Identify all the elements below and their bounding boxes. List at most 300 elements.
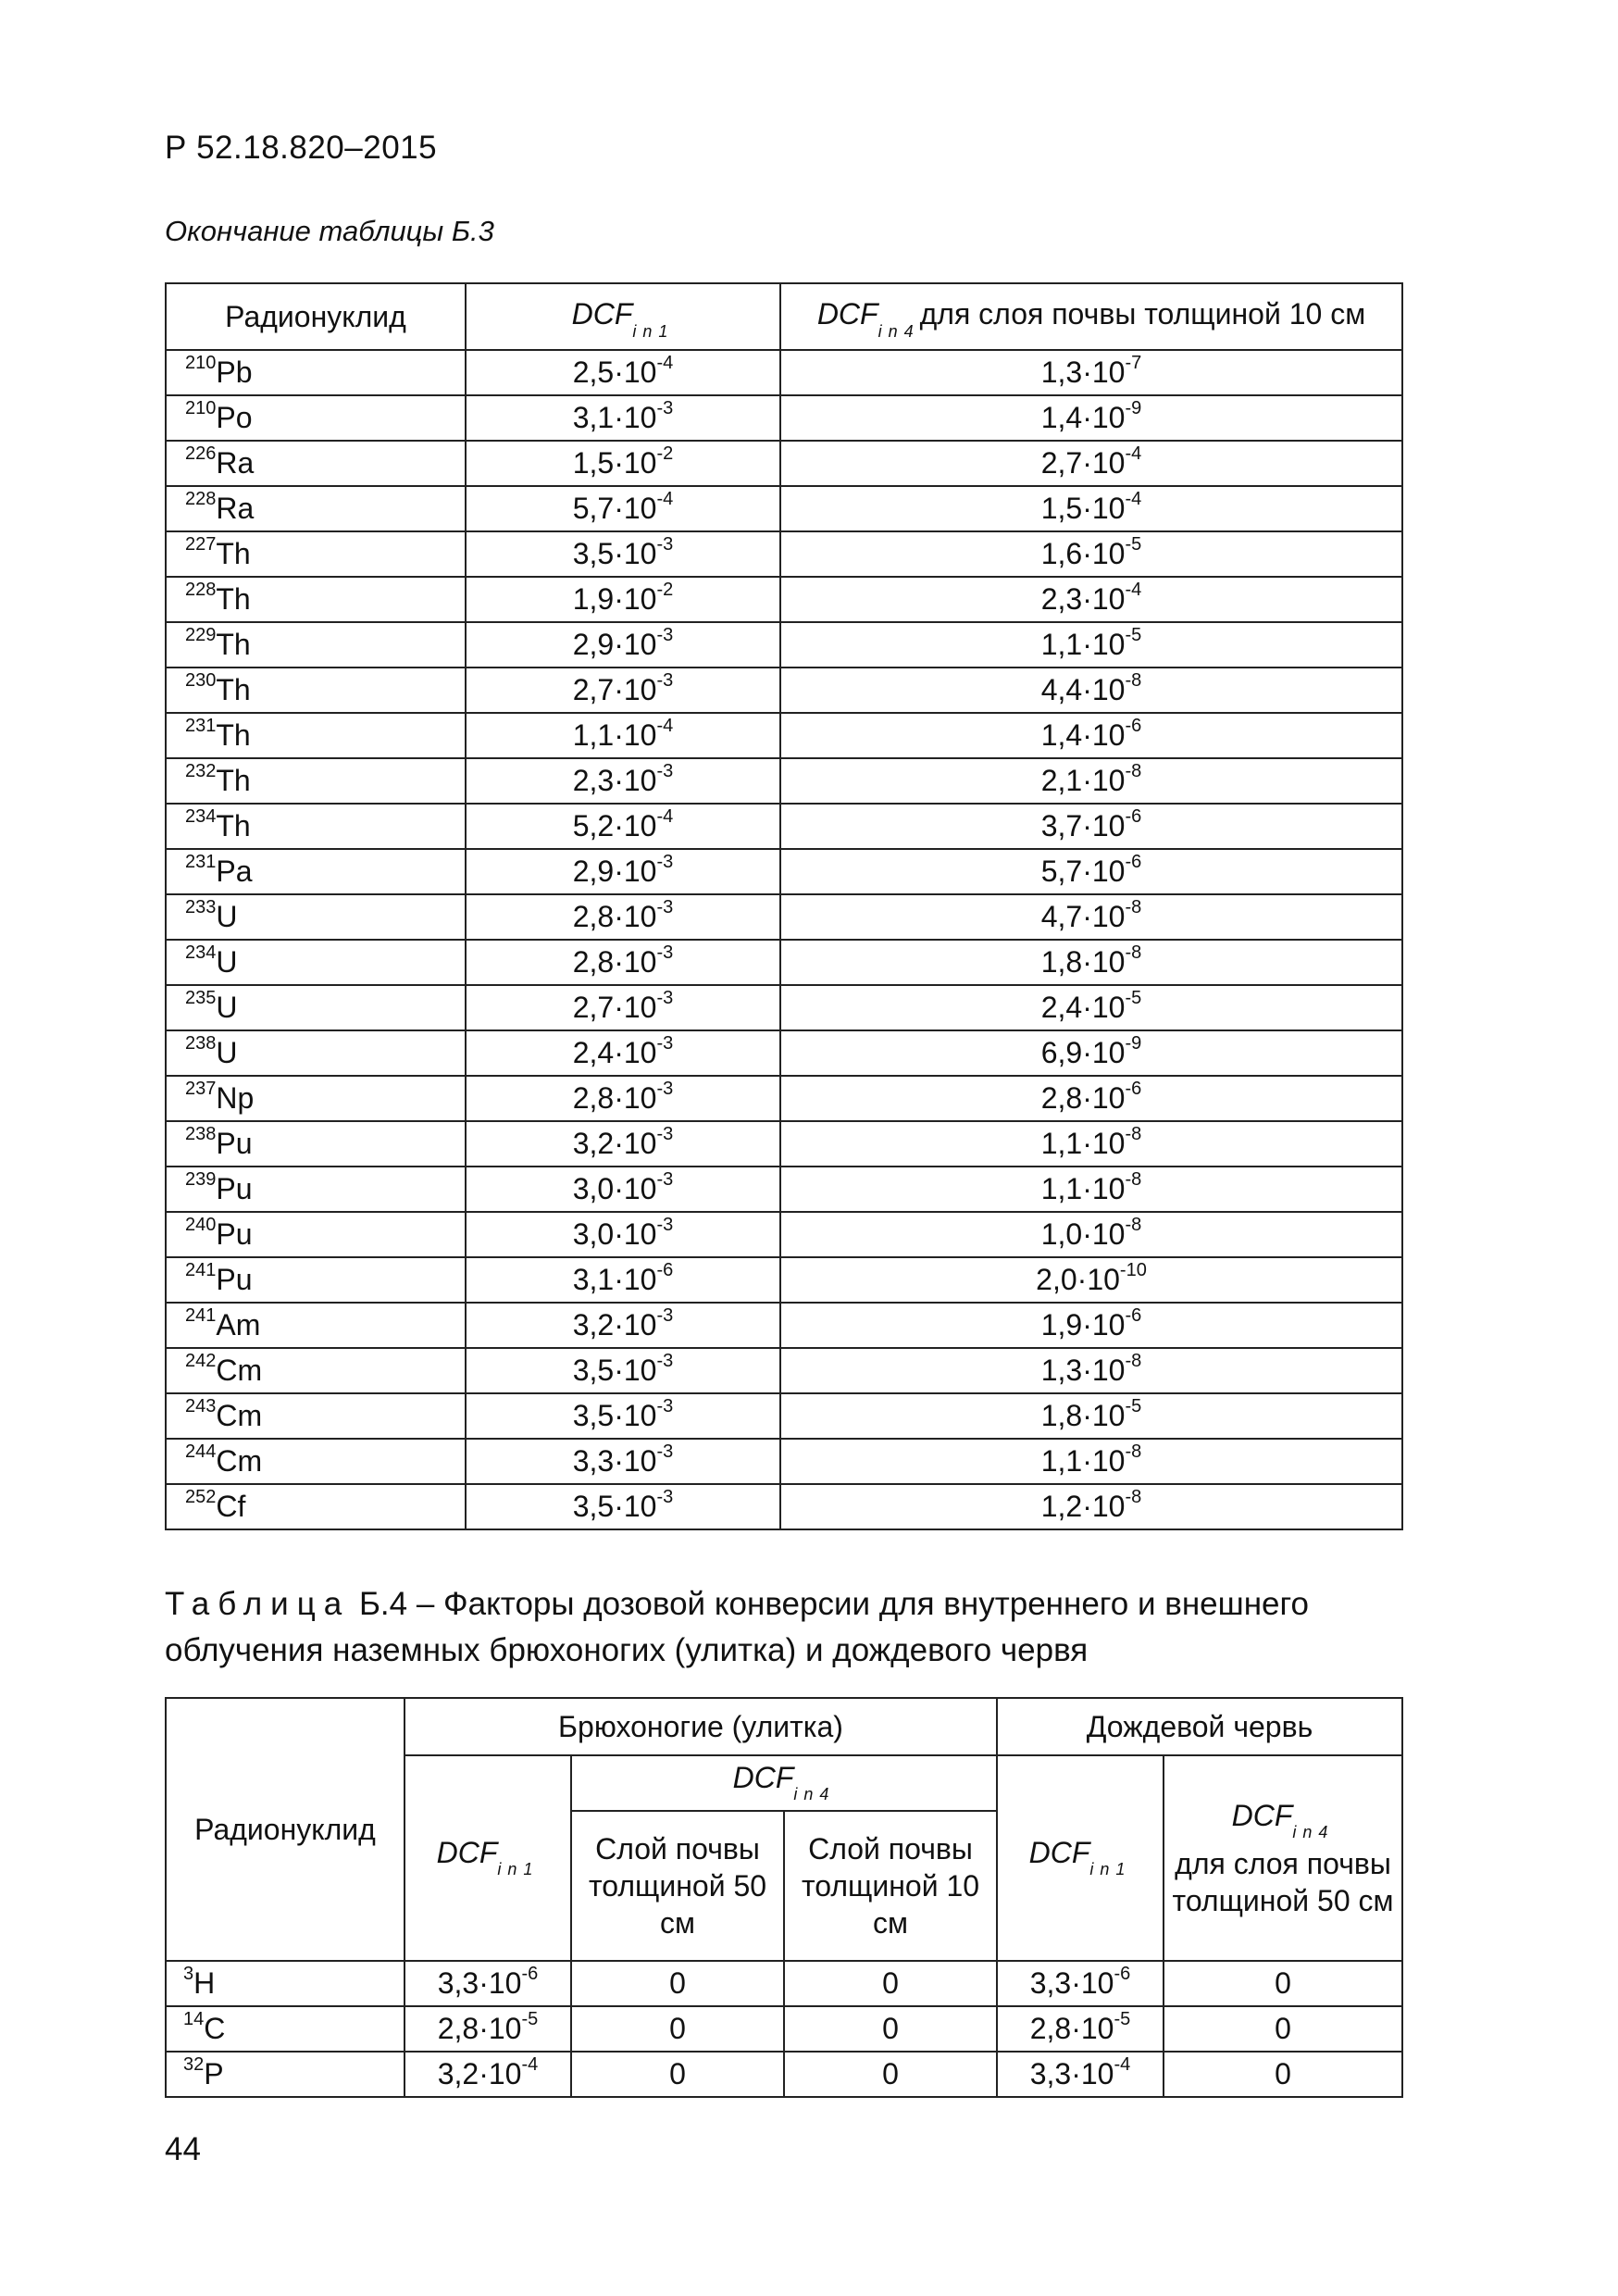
dcf-in4-cell (780, 940, 1402, 985)
dcf-in4-cell (780, 531, 1402, 577)
mantissa: 3,2·10 (572, 1308, 657, 1341)
mantissa: 1,5·10 (1040, 492, 1126, 525)
exponent: -6 (1125, 716, 1142, 736)
mantissa: 3,0·10 (572, 1217, 657, 1251)
dcf-in1-cell (466, 486, 780, 531)
dcf-in4-cell (780, 622, 1402, 668)
exponent: -3 (656, 942, 674, 963)
dcf-in1-cell (466, 622, 780, 668)
header-worm-dcf-in4-text: для слоя почвы толщиной 50 см (1172, 1847, 1394, 1918)
exponent: -3 (656, 1305, 674, 1326)
mantissa: 3,2·10 (437, 2057, 522, 2090)
exponent: -3 (656, 1169, 674, 1190)
mantissa: 1,8·10 (1040, 945, 1126, 979)
exponent: -6 (1125, 852, 1142, 872)
radionuclide-cell (166, 2052, 404, 2097)
mantissa: 1,3·10 (1040, 1354, 1126, 1387)
mantissa: 3,5·10 (572, 537, 657, 570)
radionuclide-cell (166, 668, 466, 713)
mantissa: 1,4·10 (1040, 401, 1126, 434)
header-earthworm: Дождевой червь (997, 1698, 1402, 1755)
table-row (166, 577, 1402, 622)
worm-dcf-in4-cell: 0 (1164, 2006, 1402, 2052)
radionuclide-cell (166, 1030, 466, 1076)
snail-soil-10cm-cell: 0 (784, 2052, 997, 2097)
mantissa: 5,2·10 (572, 809, 657, 842)
element-symbol: Ra (216, 492, 255, 525)
table-row (166, 1393, 1402, 1439)
mantissa: 1,8·10 (1040, 1399, 1126, 1432)
mantissa: 3,3·10 (1029, 1966, 1114, 2000)
mass-number: 226 (185, 443, 217, 464)
mantissa: 2,3·10 (572, 764, 657, 797)
snail-soil-10cm-cell: 0 (784, 1961, 997, 2006)
table-b3-body (166, 350, 1402, 1529)
exponent: -8 (1125, 670, 1142, 691)
table-row (166, 940, 1402, 985)
mantissa: 1,6·10 (1040, 537, 1126, 570)
exponent: -5 (1125, 534, 1142, 555)
mass-number: 231 (185, 852, 217, 872)
radionuclide-cell (166, 577, 466, 622)
worm-dcf-in1-cell (997, 2052, 1164, 2097)
exponent: -3 (656, 1215, 674, 1235)
radionuclide-cell (166, 531, 466, 577)
table-row (166, 713, 1402, 758)
dcf-in4-cell (780, 350, 1402, 395)
header-worm-dcf-in4 (1164, 1755, 1402, 1961)
radionuclide-cell (166, 350, 466, 395)
mass-number: 210 (185, 353, 217, 373)
dcf-in1-cell (466, 531, 780, 577)
table-row (166, 1076, 1402, 1121)
dcf-in1-cell (466, 350, 780, 395)
exponent: -8 (1125, 1441, 1142, 1462)
mantissa: 2,8·10 (572, 900, 657, 933)
mantissa: 1,9·10 (572, 582, 657, 616)
element-symbol: U (216, 900, 238, 933)
exponent: -4 (656, 806, 674, 827)
dcf-in4-cell (780, 1167, 1402, 1212)
table-b3 (165, 282, 1403, 1530)
mantissa: 3,1·10 (572, 401, 657, 434)
dcf-in4-cell (780, 1257, 1402, 1303)
dcf-in1-cell (466, 1257, 780, 1303)
dcf-in1-cell (466, 1167, 780, 1212)
element-symbol: Th (216, 673, 251, 706)
exponent: -9 (1125, 1033, 1142, 1054)
dcf-in4-cell (780, 1076, 1402, 1121)
exponent: -3 (656, 625, 674, 645)
snail-dcf-in1-cell (404, 2052, 571, 2097)
radionuclide-cell (166, 1257, 466, 1303)
table-label: Таблица (165, 1586, 351, 1622)
header-gastropods: Брюхоногие (улитка) (404, 1698, 997, 1755)
table-row (166, 1961, 1402, 2006)
dcf-subscript: in1 (497, 1860, 540, 1879)
mass-number: 228 (185, 580, 217, 600)
dcf-symbol: DCF (1231, 1798, 1293, 1832)
exponent: -8 (1125, 942, 1142, 963)
table-row (166, 2052, 1402, 2097)
exponent: -3 (656, 1441, 674, 1462)
dcf-in1-cell (466, 395, 780, 441)
dcf-in1-cell (466, 577, 780, 622)
table-row (166, 1348, 1402, 1393)
exponent: -8 (1125, 1169, 1142, 1190)
exponent: -4 (1125, 489, 1142, 509)
mantissa: 1,2·10 (1040, 1490, 1126, 1523)
table-row (166, 395, 1402, 441)
mass-number: 14 (183, 2009, 205, 2029)
header-dcf-in4 (780, 283, 1402, 350)
header-gastropod-dcf-in1 (404, 1755, 571, 1961)
exponent: -5 (1125, 988, 1142, 1008)
dcf-subscript: in1 (632, 321, 675, 341)
snail-soil-50cm-cell: 0 (571, 2052, 784, 2097)
mantissa: 5,7·10 (572, 492, 657, 525)
mass-number: 238 (185, 1033, 217, 1054)
exponent: -4 (1114, 2054, 1131, 2075)
mantissa: 4,7·10 (1040, 900, 1126, 933)
mantissa: 1,3·10 (1040, 356, 1126, 389)
mantissa: 2,4·10 (572, 1036, 657, 1069)
element-symbol: Cf (216, 1490, 246, 1523)
mass-number: 243 (185, 1396, 217, 1416)
element-symbol: U (216, 945, 238, 979)
dcf-in4-cell (780, 1439, 1402, 1484)
radionuclide-cell (166, 894, 466, 940)
dcf-subscript: in4 (877, 321, 920, 341)
mantissa: 2,8·10 (572, 1081, 657, 1115)
radionuclide-cell (166, 1167, 466, 1212)
mantissa: 3,0·10 (572, 1172, 657, 1205)
mass-number: 232 (185, 761, 217, 781)
dcf-symbol: DCF (571, 297, 633, 331)
table-b4-title (165, 1581, 1405, 1674)
element-symbol: U (216, 991, 238, 1024)
dcf-in1-cell (466, 1076, 780, 1121)
mantissa: 2,8·10 (1029, 2012, 1114, 2045)
mantissa: 2,4·10 (1040, 991, 1126, 1024)
table-row (166, 350, 1402, 395)
worm-dcf-in1-cell (997, 2006, 1164, 2052)
header-gastropod-dcf-in4 (571, 1755, 997, 1811)
dcf-in1-cell (466, 1121, 780, 1167)
mantissa: 1,1·10 (1040, 1172, 1126, 1205)
dcf-in4-cell (780, 1303, 1402, 1348)
mantissa: 3,3·10 (1029, 2057, 1114, 2090)
radionuclide-cell (166, 1484, 466, 1529)
snail-dcf-in1-cell (404, 2006, 571, 2052)
radionuclide-cell (166, 940, 466, 985)
dcf-in1-cell (466, 804, 780, 849)
element-symbol: Th (216, 764, 251, 797)
element-symbol: Th (216, 718, 251, 752)
exponent: -9 (1125, 398, 1142, 418)
exponent: -6 (521, 1964, 539, 1984)
radionuclide-cell (166, 1121, 466, 1167)
radionuclide-cell (166, 2006, 404, 2052)
table-row (166, 1484, 1402, 1529)
header-soil-50cm: Слой почвы толщиной 50 см (571, 1811, 784, 1961)
mantissa: 2,8·10 (572, 945, 657, 979)
exponent: -4 (1125, 580, 1142, 600)
element-symbol: Pu (216, 1217, 253, 1251)
dcf-in1-cell (466, 1030, 780, 1076)
dcf-in1-cell (466, 940, 780, 985)
exponent: -10 (1119, 1260, 1147, 1280)
worm-dcf-in4-cell: 0 (1164, 1961, 1402, 2006)
element-symbol: Pu (216, 1172, 253, 1205)
worm-dcf-in4-cell: 0 (1164, 2052, 1402, 2097)
dcf-in4-cell (780, 804, 1402, 849)
dcf-in1-cell (466, 1484, 780, 1529)
mass-number: 228 (185, 489, 217, 509)
element-symbol: U (216, 1036, 238, 1069)
table-row (166, 1303, 1402, 1348)
exponent: -3 (656, 398, 674, 418)
element-symbol: Np (216, 1081, 255, 1115)
mass-number: 238 (185, 1124, 217, 1144)
mass-number: 237 (185, 1079, 217, 1099)
table-row (166, 758, 1402, 804)
element-symbol: C (204, 2012, 226, 2045)
mantissa: 2,8·10 (437, 2012, 522, 2045)
dcf-symbol: DCF (1028, 1835, 1090, 1869)
dcf-symbol: DCF (816, 297, 878, 331)
mantissa: 1,1·10 (1040, 1444, 1126, 1478)
mass-number: 239 (185, 1169, 217, 1190)
snail-soil-50cm-cell: 0 (571, 2006, 784, 2052)
dcf-in1-cell (466, 1393, 780, 1439)
table-row (166, 1439, 1402, 1484)
dcf-subscript: in1 (1089, 1860, 1132, 1879)
mass-number: 241 (185, 1305, 217, 1326)
exponent: -8 (1125, 1487, 1142, 1507)
mantissa: 3,3·10 (572, 1444, 657, 1478)
mass-number: 229 (185, 625, 217, 645)
mass-number: 231 (185, 716, 217, 736)
dcf-in4-cell (780, 1121, 1402, 1167)
mass-number: 32 (183, 2054, 205, 2075)
element-symbol: Th (216, 537, 251, 570)
radionuclide-cell (166, 1439, 466, 1484)
exponent: -5 (1125, 1396, 1142, 1416)
table-row (166, 486, 1402, 531)
exponent: -7 (1125, 353, 1142, 373)
mass-number: 210 (185, 398, 217, 418)
mantissa: 3,5·10 (572, 1354, 657, 1387)
exponent: -4 (656, 353, 674, 373)
dcf-in4-cell (780, 486, 1402, 531)
table-b4-body (166, 1961, 1402, 2097)
element-symbol: Cm (216, 1354, 263, 1387)
mantissa: 1,1·10 (1040, 628, 1126, 661)
radionuclide-cell (166, 1212, 466, 1257)
dcf-in4-cell (780, 1484, 1402, 1529)
element-symbol: Cm (216, 1444, 263, 1478)
mantissa: 3,5·10 (572, 1399, 657, 1432)
exponent: -8 (1125, 1215, 1142, 1235)
table-row (166, 985, 1402, 1030)
table-header-row (166, 1698, 1402, 1755)
mantissa: 1,1·10 (1040, 1127, 1126, 1160)
mantissa: 1,4·10 (1040, 718, 1126, 752)
exponent: -3 (656, 988, 674, 1008)
table-title-text: Б.4 – Факторы дозовой конверсии для внутреннего и внешнего облучения наземных брюхоногих (улитка) и дождевого червя (165, 1586, 1309, 1668)
dcf-in4-cell (780, 713, 1402, 758)
dcf-in1-cell (466, 758, 780, 804)
exponent: -6 (1125, 1305, 1142, 1326)
mass-number: 234 (185, 806, 217, 827)
exponent: -3 (656, 1396, 674, 1416)
element-symbol: Th (216, 809, 251, 842)
dcf-in1-cell (466, 1303, 780, 1348)
exponent: -4 (656, 489, 674, 509)
table-row (166, 441, 1402, 486)
mass-number: 242 (185, 1351, 217, 1371)
element-symbol: Am (216, 1308, 261, 1341)
dcf-in4-cell (780, 1212, 1402, 1257)
mantissa: 1,0·10 (1040, 1217, 1126, 1251)
exponent: -8 (1125, 1124, 1142, 1144)
mantissa: 2,7·10 (572, 991, 657, 1024)
mass-number: 240 (185, 1215, 217, 1235)
header-radionuclide: Радионуклид (166, 1698, 404, 1961)
exponent: -6 (656, 1260, 674, 1280)
mantissa: 3,3·10 (437, 1966, 522, 2000)
dcf-in4-cell (780, 849, 1402, 894)
element-symbol: Po (216, 401, 253, 434)
dcf-in4-cell (780, 668, 1402, 713)
mantissa: 2,8·10 (1040, 1081, 1126, 1115)
exponent: -3 (656, 1351, 674, 1371)
table-row (166, 531, 1402, 577)
table-row (166, 804, 1402, 849)
exponent: -4 (1125, 443, 1142, 464)
table-row (166, 2006, 1402, 2052)
radionuclide-cell (166, 849, 466, 894)
element-symbol: Th (216, 628, 251, 661)
mantissa: 3,2·10 (572, 1127, 657, 1160)
exponent: -2 (656, 580, 674, 600)
mantissa: 2,7·10 (572, 673, 657, 706)
exponent: -3 (656, 1124, 674, 1144)
element-symbol: Pa (216, 855, 253, 888)
element-symbol: Cm (216, 1399, 263, 1432)
exponent: -6 (1114, 1964, 1131, 1984)
dcf-subscript: in4 (793, 1785, 836, 1804)
dcf-in4-cell (780, 894, 1402, 940)
dcf-in4-cell (780, 441, 1402, 486)
worm-dcf-in1-cell (997, 1961, 1164, 2006)
mantissa: 3,7·10 (1040, 809, 1126, 842)
mantissa: 2,1·10 (1040, 764, 1126, 797)
exponent: -3 (656, 761, 674, 781)
table-caption: Окончание таблицы Б.3 (165, 215, 494, 247)
dcf-in4-cell (780, 577, 1402, 622)
exponent: -5 (1125, 625, 1142, 645)
radionuclide-cell (166, 622, 466, 668)
radionuclide-cell (166, 441, 466, 486)
exponent: -4 (521, 2054, 539, 2075)
radionuclide-cell (166, 804, 466, 849)
radionuclide-cell (166, 713, 466, 758)
dcf-in1-cell (466, 849, 780, 894)
dcf-in4-cell (780, 1348, 1402, 1393)
element-symbol: P (204, 2057, 224, 2090)
exponent: -3 (656, 852, 674, 872)
element-symbol: Pb (216, 356, 253, 389)
exponent: -3 (656, 534, 674, 555)
exponent: -6 (1125, 806, 1142, 827)
mantissa: 5,7·10 (1040, 855, 1126, 888)
snail-soil-50cm-cell: 0 (571, 1961, 784, 2006)
mantissa: 3,5·10 (572, 1490, 657, 1523)
radionuclide-cell (166, 758, 466, 804)
exponent: -5 (521, 2009, 539, 2029)
dcf-in4-cell (780, 758, 1402, 804)
snail-soil-10cm-cell: 0 (784, 2006, 997, 2052)
header-radionuclide: Радионуклид (166, 283, 466, 350)
dcf-in1-cell (466, 894, 780, 940)
header-dcf-in1 (466, 283, 780, 350)
document-code: Р 52.18.820–2015 (165, 130, 438, 166)
exponent: -3 (656, 1487, 674, 1507)
mantissa: 2,5·10 (572, 356, 657, 389)
mantissa: 3,1·10 (572, 1263, 657, 1296)
header-soil-10cm: Слой почвы толщиной 10 см (784, 1811, 997, 1961)
dcf-symbol: DCF (436, 1835, 498, 1869)
element-symbol: Pu (216, 1263, 253, 1296)
table-header-row (166, 283, 1402, 350)
dcf-in1-cell (466, 1439, 780, 1484)
element-symbol: Pu (216, 1127, 253, 1160)
radionuclide-cell (166, 1076, 466, 1121)
radionuclide-cell (166, 1303, 466, 1348)
mass-number: 241 (185, 1260, 217, 1280)
mantissa: 1,1·10 (572, 718, 657, 752)
header-worm-dcf-in1 (997, 1755, 1164, 1961)
table-row (166, 894, 1402, 940)
dcf-symbol: DCF (732, 1760, 794, 1794)
header-dcf-in4-text: для слоя почвы толщиной 10 см (919, 297, 1366, 331)
exponent: -3 (656, 670, 674, 691)
page-number: 44 (165, 2131, 201, 2167)
mantissa: 2,9·10 (572, 628, 657, 661)
dcf-in4-cell (780, 1393, 1402, 1439)
radionuclide-cell (166, 985, 466, 1030)
radionuclide-cell (166, 395, 466, 441)
table-row (166, 1257, 1402, 1303)
exponent: -8 (1125, 1351, 1142, 1371)
mantissa: 2,0·10 (1036, 1263, 1120, 1296)
mass-number: 227 (185, 534, 217, 555)
radionuclide-cell (166, 486, 466, 531)
dcf-in4-cell (780, 395, 1402, 441)
dcf-in1-cell (466, 713, 780, 758)
table-row (166, 622, 1402, 668)
radionuclide-cell (166, 1961, 404, 2006)
mantissa: 1,5·10 (572, 446, 657, 480)
table-b4 (165, 1697, 1403, 2098)
radionuclide-cell (166, 1348, 466, 1393)
exponent: -8 (1125, 761, 1142, 781)
mass-number: 234 (185, 942, 217, 963)
mantissa: 4,4·10 (1040, 673, 1126, 706)
mass-number: 252 (185, 1487, 217, 1507)
